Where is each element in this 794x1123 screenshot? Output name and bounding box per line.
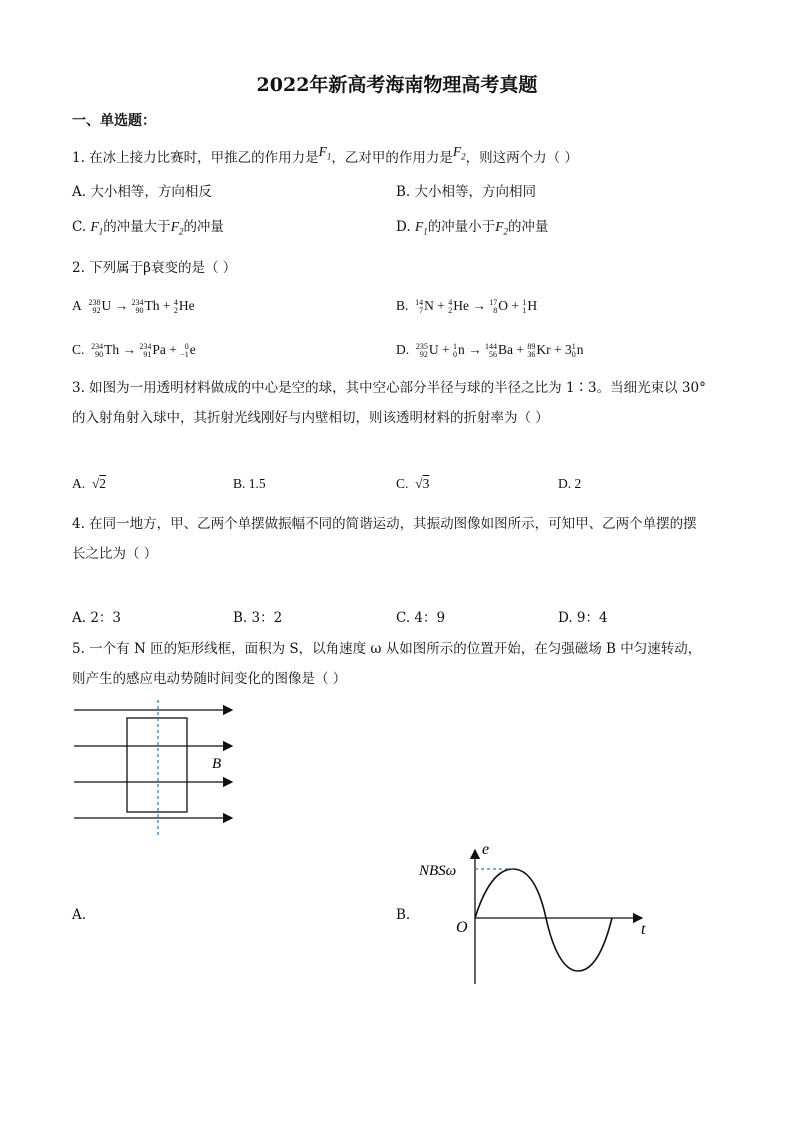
q4-option-d[interactable]: D. 9：4 (558, 610, 608, 626)
q1-f1-sub: 1 (326, 151, 332, 162)
section-heading: 一、单选题： (72, 113, 156, 129)
rectangular-coil (127, 718, 187, 812)
peak-label: NBSω (419, 863, 457, 879)
q4-option-b[interactable]: B. 3：2 (233, 610, 283, 626)
sine-curve (475, 869, 612, 971)
q2-option-b[interactable]: B. 14 7 N + 4 2 He → 17 8 O + 1 1 H (396, 297, 538, 315)
q3-option-c[interactable]: C. √3 (396, 476, 430, 491)
x-axis-label: t (641, 921, 646, 938)
page-title: 2022年新高考海南物理高考真题 (256, 74, 538, 96)
q5-option-b-label[interactable]: B. (396, 907, 411, 923)
q2-option-d[interactable]: D. 235 92 U + 1 0 n → 144 56 Ba + 89 36 Kr + 3 1 0 n (396, 341, 584, 359)
q1-option-c[interactable]: C. $F_1$的冲量大于$F_2$的冲量 (72, 219, 224, 237)
q3-option-b[interactable]: B. 1.5 (233, 476, 266, 491)
q1-option-b[interactable]: B. 大小相等，方向相同 (396, 184, 537, 200)
q1-f2-sub: 2 (461, 151, 466, 162)
q5-line-2: 则产生的感应电动势随时间变化的图像是（ ） (72, 671, 347, 687)
q1-text-c: ，则这两个力（ ） (465, 150, 578, 166)
q5-option-a[interactable]: A. (72, 907, 87, 923)
y-axis-label: e (482, 841, 490, 858)
q1-text-a: 1. 在冰上接力比赛时，甲推乙的作用力是 (72, 150, 319, 166)
question-2: 2. 下列属于β衰变的是（ ） (72, 260, 237, 276)
q1-text-b: ，乙对甲的作用力是 (331, 150, 453, 166)
q5-line-1: 5. 一个有 N 匝的矩形线框，面积为 S，以角速度 ω 从如图所示的位置开始，在匀强磁场 B 中匀速转动， (72, 641, 702, 657)
q2-option-a[interactable]: A 238 92 U → 234 90 Th + 4 2 He (72, 297, 195, 315)
question-5 (72, 639, 722, 689)
field-label-b: B (212, 756, 222, 772)
origin-label: O (456, 919, 468, 936)
question-3 (72, 378, 722, 428)
q4-line-1: 4. 在同一地方，甲、乙两个单摆做振幅不同的简谐运动，其振动图像如图所示，可知甲、乙两个单摆的摆 (72, 516, 697, 532)
question-1 (72, 144, 578, 173)
q1-f1: F (318, 144, 327, 159)
q2-option-c[interactable]: C. 234 90 Th → 234 91 Pa + 0 −1 e (72, 341, 196, 359)
q3-option-a[interactable]: A. √2 (72, 476, 107, 491)
q3-line-2: 的入射角射入球中，其折射光线刚好与内壁相切，则该透明材料的折射率为（ ） (72, 410, 549, 426)
q3-option-d[interactable]: D. 2 (558, 476, 582, 491)
coil-field-diagram (70, 696, 250, 838)
q1-f2: F (452, 144, 462, 159)
q4-option-a[interactable]: A. 2：3 (72, 610, 122, 626)
question-4 (72, 514, 722, 564)
q1-option-a[interactable]: A. 大小相等，方向相反 (72, 184, 212, 200)
q4-option-c[interactable]: C. 4：9 (396, 610, 446, 626)
q1-option-d[interactable]: D. $F_1$的冲量小于$F_2$的冲量 (396, 219, 549, 237)
q5-option-b-graph[interactable] (416, 838, 656, 988)
q4-line-2: 长之比为（ ） (72, 546, 158, 562)
q3-line-1: 3. 如图为一用透明材料做成的中心是空的球，其中空心部分半径与球的半径之比为 1∶3。当细光束以 30° (72, 380, 706, 396)
